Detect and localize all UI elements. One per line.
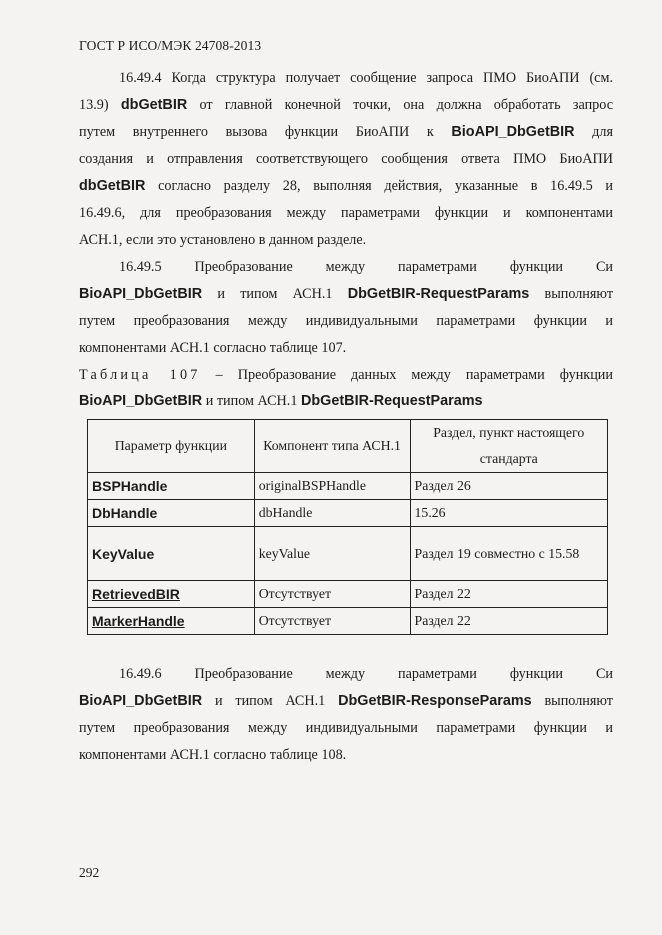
table-cell: keyValue xyxy=(254,527,410,581)
table-label: Таблица 107 xyxy=(79,367,201,383)
table-cell: Раздел 22 xyxy=(410,581,607,608)
page-number: 292 xyxy=(79,865,100,880)
table-cell: BSPHandle xyxy=(88,473,255,500)
table-cell: MarkerHandle xyxy=(88,608,255,635)
table-cell: KeyValue xyxy=(88,527,255,581)
table-cell: RetrievedBIR xyxy=(88,581,255,608)
table-cell: Отсутствует xyxy=(254,608,410,635)
paragraph-16-49-5 xyxy=(79,254,613,362)
table-row xyxy=(88,608,608,635)
text-line: 13.9) dbGetBIR от главной конечной точки, она должна обработать запрос xyxy=(79,97,614,113)
text-line: создания и отправления соответствующего сообщения ответа ПМО БиоАПИ xyxy=(79,151,613,167)
text-line: BioAPI_DbGetBIR и типом АСН.1 DbGetBIR-RequestParams выполняют xyxy=(79,286,614,302)
table-cell: Раздел 26 xyxy=(410,473,607,500)
text-line: BioAPI_DbGetBIR и типом АСН.1 DbGetBIR-RequestParams xyxy=(79,393,483,409)
table-row xyxy=(88,527,608,581)
text-line: BioAPI_DbGetBIR и типом АСН.1 DbGetBIR-ResponseParams выполняют xyxy=(79,693,614,709)
table-cell: 15.26 xyxy=(410,500,607,527)
text-line: компонентами АСН.1 согласно таблице 108. xyxy=(79,747,347,763)
column-header: Параметр функции xyxy=(88,420,255,473)
table-row xyxy=(88,473,608,500)
text-line: dbGetBIR согласно разделу 28, выполняя действия, указанные в 16.49.5 и xyxy=(79,178,614,194)
table-caption xyxy=(79,362,613,414)
text-line: 16.49.6, для преобразования между параметрами функции и компонентами xyxy=(79,205,613,221)
table-cell: dbHandle xyxy=(254,500,410,527)
table-header-row xyxy=(88,420,608,473)
text-line: компонентами АСН.1 согласно таблице 107. xyxy=(79,340,347,356)
table-cell: originalBSPHandle xyxy=(254,473,410,500)
table-cell: Отсутствует xyxy=(254,581,410,608)
text-line: Таблица 107 – Преобразование данных между параметрами функции xyxy=(79,367,613,383)
paragraph-16-49-4 xyxy=(79,65,613,254)
table-cell: DbHandle xyxy=(88,500,255,527)
text-line: 16.49.4 Когда структура получает сообщение запроса ПМО БиоАПИ (см. xyxy=(119,70,613,86)
table-cell: Раздел 19 совместно с 15.58 xyxy=(410,527,607,581)
text-line: путем преобразования между индивидуальными параметрами функции и xyxy=(79,313,613,329)
text-line: 16.49.5 Преобразование между параметрами функции Си xyxy=(119,259,613,275)
text-line: путем преобразования между индивидуальными параметрами функции и xyxy=(79,720,613,736)
column-header: Раздел, пункт настоящего стандарта xyxy=(410,420,607,473)
paragraph-16-49-6 xyxy=(79,661,613,769)
document-header: ГОСТ Р ИСО/МЭК 24708-2013 xyxy=(79,38,262,53)
text-line: 16.49.6 Преобразование между параметрами функции Си xyxy=(119,666,613,682)
data-table xyxy=(87,419,608,635)
table-row xyxy=(88,500,608,527)
text-line: АСН.1, если это установлено в данном разделе. xyxy=(79,232,367,248)
text-line: путем внутреннего вызова функции БиоАПИ к BioAPI_DbGetBIR для xyxy=(79,124,613,140)
column-header: Компонент типа АСН.1 xyxy=(254,420,410,473)
table-row xyxy=(88,581,608,608)
table-cell: Раздел 22 xyxy=(410,608,607,635)
